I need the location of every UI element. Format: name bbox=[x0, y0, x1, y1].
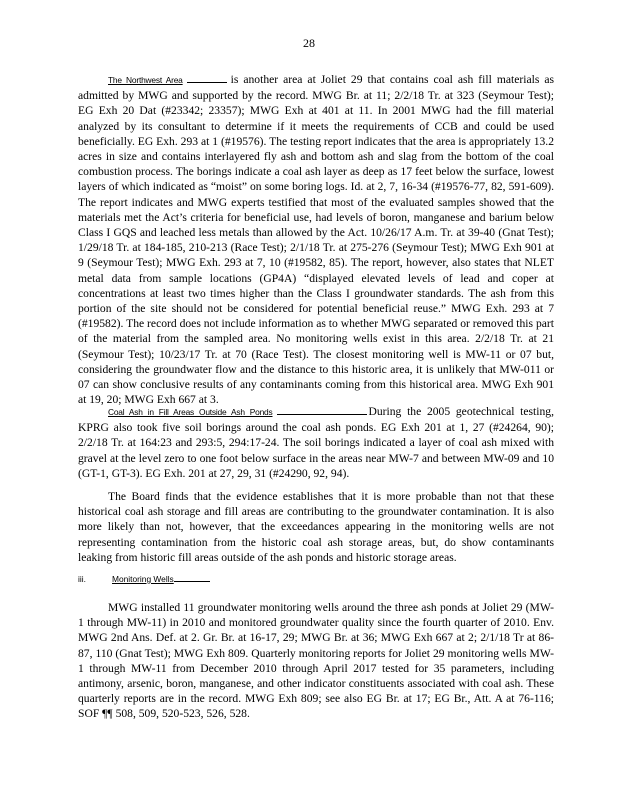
coal-ash-fill-heading: Coal Ash in Fill Areas Outside Ash Ponds bbox=[108, 407, 273, 417]
heading-underline bbox=[187, 82, 227, 83]
board-finding-paragraph: The Board finds that the evidence establishes that it is more probable than not that these historical coal ash storage and fill areas are contributing to the groundwater contamination. It is also more likely than not, however, that the exceedances appearing in the monitoring wells are not representing contamination from the historic coal ash storage areas, but, do show contaminants leaking from historic fill areas outside of the ash ponds and historic storage areas. bbox=[78, 490, 554, 564]
northwest-area-heading: The Northwest Area bbox=[108, 75, 183, 85]
section-numeral: iii. bbox=[78, 574, 86, 584]
northwest-area-paragraph bbox=[78, 72, 554, 407]
heading-underline bbox=[277, 414, 367, 415]
monitoring-wells-title: Monitoring Wells bbox=[112, 574, 174, 584]
monitoring-wells-subheading bbox=[78, 573, 210, 585]
northwest-area-text: is another area at Joliet 29 that contains coal ash fill materials as admitted by MWG and supported by the record. MWG Br. at 11; 2/2/18 Tr. at 323 (Seymour Test); EG Exh 20 Dat (#23342; 23357); MWG Exh at 401 at 11. In 2001 MWG had the fill material analyzed by its consultant to determine if it meets the requirements of CCB and could be used beneficially. EG Exh. 293 at 1 (#19576). The testing report indicates that the area is appropriately 13.2 acres in size and contains interlayered fly ash and bottom ash and slag from the bottom of the coal combustion process. The borings indicate a coal ash layer as deep as 17 feet below the surface, lowest layers of which indicated as “moist” on some boring logs. Id. at 2, 7, 16-34 (#19576-77, 82, 591-609). The report indicates and MWG experts testified that most of the evaluated samples showed that the materials met the Act’s criteria for beneficial use, had levels of boron, manganese and barium below Class I GQS and leached less metals than allowed by the Act. 10/26/17 A.m. Tr. at 39-40 (Gnat Test); 1/29/18 Tr. at 184-185, 210-213 (Race Test); 2/1/18 Tr. at 275-276 (Seymour Test); MWG Exh 901 at 9 (Seymour Test); MWG Exh. 293 at 7, 10 (#19582, 85). The report, however, also states that NLET metal data from sample locations (GP4A) “displayed elevated levels of lead and coper at concentrations at least two times higher than the Class I groundwater standards. The ash from this portion of the site should not be considered for potential beneficial reuse.” MWG Exh. 293 at 7 (#19582). The record does not include information as to whether MWG separated or removed this part of the material from the sampled area. No monitoring wells exist in this area. 2/2/18 Tr. at 21 (Seymour Test); 10/23/17 Tr. at 70 (Race Test). The closest monitoring well is MW-11 or 07 but, considering the groundwater flow and the distance to this historic area, it is unlikely that MW-011 or 07 can show conclusive results of any contaminants coming from this historical area. MWG Exh 901 at 19, 20; MWG Exh 667 at 3. bbox=[78, 73, 554, 407]
heading-underline bbox=[174, 581, 210, 582]
coal-ash-fill-paragraph bbox=[78, 404, 554, 481]
coal-ash-fill-text: During the 2005 geotechnical testing, KPRG also took five soil borings around the coal ash ponds. EG Exh 201 at 1, 27 (#24264, 90); 2/2/18 Tr. at 164:23 and 293:5, 294:17-24. The soil borings indicated a layer of coal ash mixed with gravel at the level zero to one foot below surface in the areas near MW-7 and between MW-09 and 10 (GT-1, GT-3). EG Exh. 201 at 27, 29, 31 (#24290, 92, 94). bbox=[78, 405, 554, 480]
monitoring-wells-paragraph: MWG installed 11 groundwater monitoring wells around the three ash ponds at Joliet 29 (MW-1 through MW-11) in 2010 and monitored groundwater quality since the fourth quarter of 2010. Env. MWG 2nd Ans. Def. at 2. Gr. Br. at 16-17, 29; MWG Br. at 36; MWG Exh 667 at 2; 2/1/18 Tr at 86-87, 110 (Gnat Test); MWG Exh 809. Quarterly monitoring reports for Joliet 29 monitoring wells MW-1 through MW-11 from December 2010 through April 2017 tested for 35 parameters, including antimony, arsenic, boron, manganese, and other indicator constituents associated with coal ash. These quarterly reports are in the record. MWG Exh 809; see also EG Br. at 17; EG Br., Att. A at 76-116; SOF ¶¶ 508, 509, 520-523, 526, 528. bbox=[78, 601, 554, 721]
page-number: 28 bbox=[303, 36, 315, 50]
